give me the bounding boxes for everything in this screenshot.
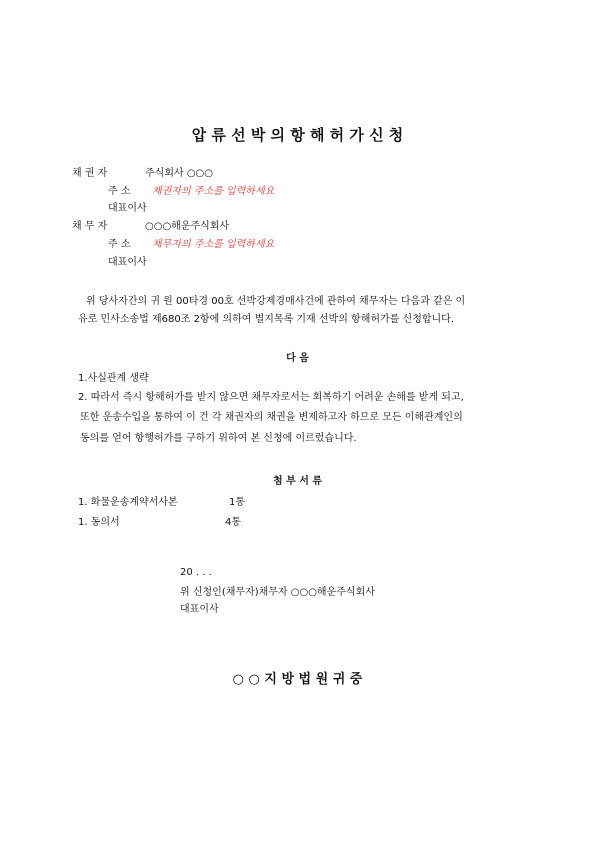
reason-item-1: 1.사실관계 생략: [78, 373, 149, 384]
attachment-item-1-label: 1. 화물운송계약서사본: [78, 497, 178, 508]
creditor-name: 주식회사 ○○○: [145, 168, 213, 179]
document-title: 압 류 선 박 의 항 해 허 가 신 청: [191, 126, 404, 144]
debtor-address-field[interactable]: 채무자의 주소를 입력하세요: [152, 239, 275, 250]
attachment-item-1-count: 1통: [229, 497, 246, 508]
creditor-address-field[interactable]: 채권자의 주소를 입력하세요: [152, 186, 275, 197]
debtor-address-label: 주 소: [108, 239, 131, 250]
signature-date: 20 . . .: [180, 567, 212, 578]
reason-item-2-line-3: 동의를 얻어 항행허가를 구하기 위하여 본 신청에 이르렀습니다.: [80, 433, 357, 444]
debtor-label: 채 무 자: [72, 221, 108, 232]
reason-item-2-line-2: 또한 운송수입을 통하여 이 건 각 채권자의 채권을 변제하고자 하므로 모든 이해관계인의: [80, 412, 463, 423]
signature-rep: 대표이사: [180, 604, 219, 615]
signature-applicant: 위 신청인(채무자)채무자 ○○○해운주식회사: [180, 587, 375, 598]
debtor-name: ○○○해운주식회사: [145, 221, 230, 232]
body-line-2: 유로 민사소송법 제680조 2항에 의하여 별지목록 기재 선박의 항해허가를 신청합니다.: [78, 314, 455, 325]
reasons-heading: 다 음: [286, 353, 309, 364]
attachment-item-2-count: 4통: [225, 517, 242, 528]
creditor-label: 채 권 자: [72, 168, 108, 179]
attachments-heading: 첨 부 서 류: [272, 476, 323, 487]
creditor-address-label: 주 소: [108, 186, 131, 197]
debtor-rep: 대표이사: [108, 257, 147, 268]
reason-item-2-line-1: 2. 따라서 즉시 항해허가를 받지 않으면 채무자로서는 회복하기 어려운 손해를 받게 되고,: [78, 392, 464, 403]
creditor-rep: 대표이사: [108, 203, 147, 214]
court-addressee: ○ ○ 지 방 법 원 귀 중: [232, 672, 363, 687]
attachment-item-2-label: 1. 동의서: [78, 517, 120, 528]
body-line-1: 위 당사자간의 귀 원 00타경 00호 선박강제경매사건에 관하여 채무자는 다음과 같은 이: [86, 296, 466, 307]
